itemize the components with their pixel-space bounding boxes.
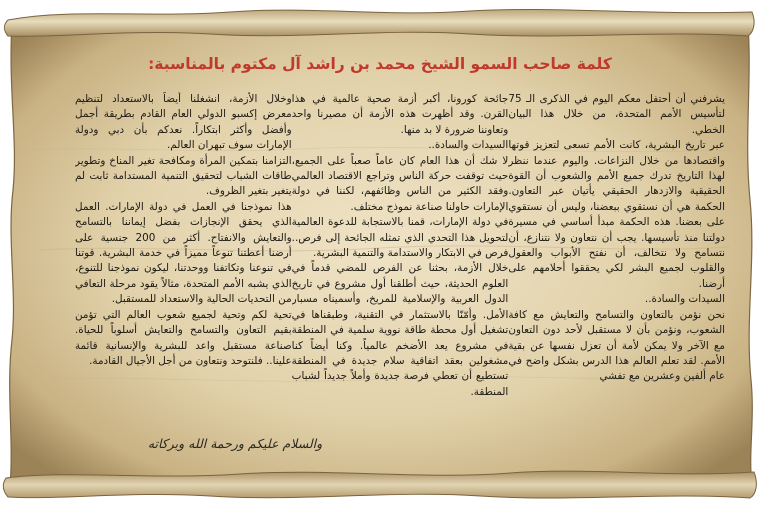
page-title: كلمة صاحب السمو الشيخ محمد بن راشد آل مكتوم بالمناسبة: [148, 55, 612, 73]
paragraph: في دولة الإمارات، قمنا بالاستجابة للدعوة العالمية لتحويل هذا التحدي الذي تمثله الجائحة إلى فرص.. فرص في الابتكار والاستدامة والتنمية البشرية. [291, 216, 509, 260]
paragraph: تحية لكم وتحية لجميع شعوب العالم التي تؤمن بقيم التعاون والتسامح والتعايش أسلوباً للحياة. صناعة مستقبل واعد للبشرية والإنسانية قائمة علينا.. فلنتوحد ونتعاون من أجل الأجيال القادمة. [74, 308, 292, 367]
paragraph: السيدات والسادة.. [644, 293, 725, 306]
column-left [75, 92, 292, 432]
column-middle [292, 92, 509, 432]
paragraph: عبر تاريخ البشرية، كانت الأمم تسعى لتعزيز قوتها واقتصادها من خلال النزاعات. واليوم عندما ننظر لهذا التاريخ تدرك جميع الأمم والشعوب أن القوة الحقيقية والازدهار الحقيقي يأتيان عبر التعاون. الحكمة هي أن نستقوي ببعضنا، وليس أن نستقوي على بعضنا. هذه الحكمة مبدأ أساسي في مسيرة دولتنا منذ تأسيسها. يجب أن نتعاون ولا نتنازع، أن نتسامح ولا نتخالف، أن نفتح الأبواب والعقول والقلوب لجميع البشر لكي يحققوا أحلامهم على أرضنا. [508, 139, 725, 290]
paragraph: السيدات والسادة.. [428, 139, 509, 152]
closing-signature: والسلام عليكم ورحمة الله وبركاته [147, 436, 323, 451]
paragraph: التزامنا بتمكين المرأة ومكافحة تغير المناخ وتطوير طاقات الشباب لتحقيق التنمية المستدامة ثابت لم يتغير بتغير الظروف. [74, 154, 292, 198]
parchment-top-roll [4, 9, 754, 36]
paragraph: لا شك أن هذا العام كان عاماً صعباً على الجميع، حيث توقفت حركة الناس وتراجع الاقتصاد العالمي وفقد الكثير من الناس وظائفهم، لكننا في دولة الإمارات حاولنا صناعة نموذج مختلف. [291, 154, 509, 213]
parchment-bottom-roll [3, 471, 756, 498]
column-right [508, 92, 725, 432]
paragraph: جائحة كورونا، أكبر أزمة صحية عالمية في هذا القرن. وقد أظهرت هذه الأزمة أن مصيرنا واحد وتعاوننا ضرورة لا بد منها. [291, 93, 509, 136]
paragraph: نحن نؤمن بالتعاون والتسامح والتعايش مع كافة الشعوب، ونؤمن بأن لا مستقبل لأحد دون التعاون مع الآخر ولا يمكن لأمة أن تعزل نفسها عن بقية الأمم. لقد تعلم العالم هذا الدرس بشكل واضح في عام ألفين وعشرين مع تفشي [508, 308, 725, 383]
paragraph: خلال الأزمة، بحثنا عن الفرص للمضي قدماً في العلوم الحديثة، حيث أطلقنا أول مشروع في تاريخ الدول العربية والإسلامية للمريخ، وأسميناه مسبار الأمل. وأمّنّا بالاستثمار في التقنية، وطبقناها في تشغيل أول محطة طاقة نووية سلمية في المنطقة في مشروع يعد الأضخم عالمياً. وكنا أيضاً كنا مشغولين بعقد اتفاقية سلام جديدة في المنطقة تستطيع أن تعطي فرصة جديدة وأملاً جديداً لشباب المنطقة. [291, 262, 509, 398]
paragraph: هذا نموذجنا في العمل في دولة الإمارات. العمل الذي يحقق الإنجازات بفضل إيماننا بالتسامح والتعايش والانفتاح. أكثر من 200 جنسية على أرضنا أعطتنا تنوعاً مميزاً في خدمة البشرية. قوتنا في تنوعنا وتكاتفنا ووحدتنا، ليكون نموذجنا للتنوع، الذي يشبه الأمم المتحدة، مثالاً يقود مرحلة التعافي من التحديات الحالية والاستعداد للمستقبل. [74, 200, 292, 306]
paragraph: وخلال الأزمة، انشغلنا أيضاً بالاستعداد لتنظيم معرض إكسبو الدولي العام القادم بطريقة أجمل وأفضل وأكثر ابتكاراً. نعدكم بأن دبي ودولة الإمارات سوف تبهران العالم. [74, 93, 292, 152]
paragraph: يشرفني أن أحتفل معكم اليوم في الذكرى الـ 75 لتأسيس الأمم المتحدة، من خلال هذا البيان الخطي. [508, 93, 725, 136]
body-columns [75, 92, 725, 432]
